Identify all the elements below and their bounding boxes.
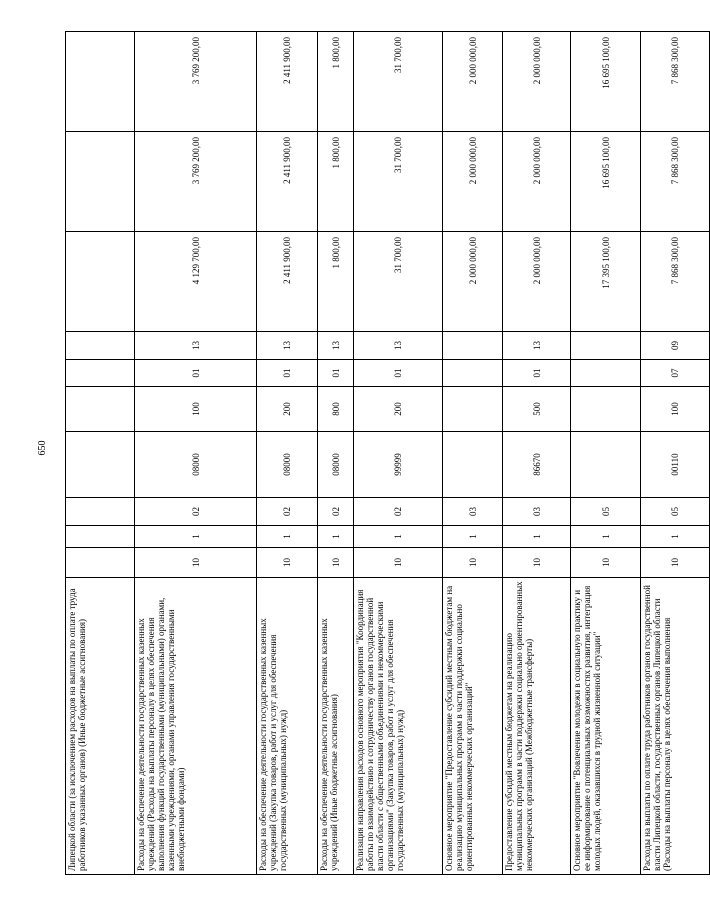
row-amount-1: 7 868 300,00 bbox=[641, 232, 710, 332]
row-subsection: 13 bbox=[257, 332, 318, 360]
row-subprogram-code: 1 bbox=[571, 526, 641, 548]
row-amount-1: 2 000 000,00 bbox=[443, 232, 503, 332]
row-expense-type bbox=[66, 387, 135, 432]
row-amount-2: 2 000 000,00 bbox=[503, 132, 571, 232]
row-amount-3: 2 411 900,00 bbox=[257, 32, 318, 132]
row-event-code bbox=[66, 498, 135, 526]
table-row bbox=[354, 32, 443, 875]
row-amount-2: 1 800,00 bbox=[318, 132, 354, 232]
row-amount-1: 2 411 900,00 bbox=[257, 232, 318, 332]
row-expense-type: 200 bbox=[354, 387, 443, 432]
row-program-code: 10 bbox=[571, 548, 641, 578]
row-section: 01 bbox=[257, 360, 318, 387]
budget-table bbox=[65, 31, 710, 875]
row-name: Основное мероприятие "Вовлечение молодежи в социальную практику и ее информирование о потенциальных возможностях развития, интеграция молодых людей, оказавшихся в трудной жизненной ситуации" bbox=[571, 578, 641, 875]
row-event-code: 02 bbox=[354, 498, 443, 526]
row-amount-3: 31 700,00 bbox=[354, 32, 443, 132]
row-subsection bbox=[66, 332, 135, 360]
row-event-code: 02 bbox=[135, 498, 257, 526]
row-amount-2: 2 411 900,00 bbox=[257, 132, 318, 232]
row-subprogram-code: 1 bbox=[641, 526, 710, 548]
row-section: 07 bbox=[641, 360, 710, 387]
table-row bbox=[443, 32, 503, 875]
budget-table-frame bbox=[65, 32, 680, 875]
row-subsection: 13 bbox=[135, 332, 257, 360]
row-event-code: 02 bbox=[257, 498, 318, 526]
table-row bbox=[318, 32, 354, 875]
row-section: 01 bbox=[503, 360, 571, 387]
row-subsection bbox=[443, 332, 503, 360]
row-amount-1: 1 800,00 bbox=[318, 232, 354, 332]
row-subsection: 13 bbox=[354, 332, 443, 360]
row-program-code: 10 bbox=[135, 548, 257, 578]
row-subprogram-code: 1 bbox=[503, 526, 571, 548]
row-subprogram-code: 1 bbox=[135, 526, 257, 548]
row-subsection: 09 bbox=[641, 332, 710, 360]
row-program-code: 10 bbox=[354, 548, 443, 578]
row-expense-type bbox=[443, 387, 503, 432]
row-name: Расходы на обеспечение деятельности государственных казенных учреждений (Расходы на выплаты персоналу в целях обеспечения выполнения функций государственными (муниципальными) органами, казенными учреждениями, органами управления государственными внебюджетными фондами) bbox=[135, 578, 257, 875]
row-amount-3: 2 000 000,00 bbox=[443, 32, 503, 132]
row-name: Расходы на выплаты по оплате труда работников органов государственной власти Липецкой области, государственных органов Липецкой области (Расходы на выплаты персоналу в целях обеспечения выполнения bbox=[641, 578, 710, 875]
table-row bbox=[641, 32, 710, 875]
page-number: 650 bbox=[37, 440, 48, 456]
row-amount-1: 31 700,00 bbox=[354, 232, 443, 332]
row-direction-code: 00110 bbox=[641, 432, 710, 498]
row-section: 01 bbox=[354, 360, 443, 387]
row-name: Расходы на обеспечение деятельности государственных казенных учреждений (Закупка товаров, работ и услуг для обеспечения государственных (муниципальных) нужд) bbox=[257, 578, 318, 875]
row-amount-1: 2 000 000,00 bbox=[503, 232, 571, 332]
row-program-code: 10 bbox=[503, 548, 571, 578]
table-row bbox=[571, 32, 641, 875]
row-event-code: 05 bbox=[641, 498, 710, 526]
row-subsection: 13 bbox=[318, 332, 354, 360]
row-expense-type: 100 bbox=[641, 387, 710, 432]
row-direction-code: 08000 bbox=[135, 432, 257, 498]
table-row bbox=[503, 32, 571, 875]
row-amount-3 bbox=[66, 32, 135, 132]
row-expense-type: 100 bbox=[135, 387, 257, 432]
row-name: Реализация направления расходов основного мероприятия "Координация работы по взаимодействию и сотрудничеству органов государственной власти области с общественными объединениями и некоммерческими организациями" (Закупка товаров, работ и услуг для обеспечения государственных (муниципальных) нужд) bbox=[354, 578, 443, 875]
row-subprogram-code: 1 bbox=[443, 526, 503, 548]
row-amount-2: 31 700,00 bbox=[354, 132, 443, 232]
row-event-code: 03 bbox=[443, 498, 503, 526]
row-direction-code bbox=[66, 432, 135, 498]
row-section: 01 bbox=[318, 360, 354, 387]
row-direction-code: 08000 bbox=[257, 432, 318, 498]
row-expense-type: 200 bbox=[257, 387, 318, 432]
row-name: Предоставление субсидий местным бюджетам на реализацию муниципальных программ в части поддержки социально ориентированных некоммерческих организаций (Межбюджетные трансферты) bbox=[503, 578, 571, 875]
row-direction-code bbox=[571, 432, 641, 498]
row-subsection: 13 bbox=[503, 332, 571, 360]
row-section bbox=[66, 360, 135, 387]
row-program-code: 10 bbox=[443, 548, 503, 578]
row-amount-2 bbox=[66, 132, 135, 232]
table-row bbox=[135, 32, 257, 875]
row-name: Основное мероприятие "Предоставление субсидий местным бюджетам на реализацию муниципальных программ в части поддержки социально ориентированных некоммерческих организаций" bbox=[443, 578, 503, 875]
row-amount-1: 4 129 700,00 bbox=[135, 232, 257, 332]
row-amount-2: 3 769 200,00 bbox=[135, 132, 257, 232]
row-amount-2: 7 868 300,00 bbox=[641, 132, 710, 232]
row-amount-3: 2 000 000,00 bbox=[503, 32, 571, 132]
row-amount-2: 2 000 000,00 bbox=[443, 132, 503, 232]
row-subsection bbox=[571, 332, 641, 360]
row-name: Расходы на обеспечение деятельности государственных казенных учреждений (Иные бюджетные ассигнования) bbox=[318, 578, 354, 875]
row-section: 01 bbox=[135, 360, 257, 387]
row-expense-type bbox=[571, 387, 641, 432]
row-direction-code bbox=[443, 432, 503, 498]
row-program-code bbox=[66, 548, 135, 578]
row-amount-3: 16 695 100,00 bbox=[571, 32, 641, 132]
row-expense-type: 500 bbox=[503, 387, 571, 432]
row-amount-1: 17 395 100,00 bbox=[571, 232, 641, 332]
row-name: Липецкой области (за исключением расходов на выплаты по оплате труда работников указанных органов) (Иные бюджетные ассигнования) bbox=[66, 578, 135, 875]
table-row bbox=[257, 32, 318, 875]
row-expense-type: 800 bbox=[318, 387, 354, 432]
row-amount-3: 1 800,00 bbox=[318, 32, 354, 132]
row-program-code: 10 bbox=[641, 548, 710, 578]
row-amount-3: 7 868 300,00 bbox=[641, 32, 710, 132]
row-section bbox=[443, 360, 503, 387]
row-amount-3: 3 769 200,00 bbox=[135, 32, 257, 132]
row-subprogram-code bbox=[66, 526, 135, 548]
row-subprogram-code: 1 bbox=[354, 526, 443, 548]
row-event-code: 05 bbox=[571, 498, 641, 526]
row-direction-code: 86670 bbox=[503, 432, 571, 498]
row-event-code: 02 bbox=[318, 498, 354, 526]
row-program-code: 10 bbox=[257, 548, 318, 578]
row-event-code: 03 bbox=[503, 498, 571, 526]
row-amount-2: 16 695 100,00 bbox=[571, 132, 641, 232]
row-section bbox=[571, 360, 641, 387]
table-row bbox=[66, 32, 135, 875]
row-direction-code: 99999 bbox=[354, 432, 443, 498]
row-program-code: 10 bbox=[318, 548, 354, 578]
rotated-table-container bbox=[65, 32, 680, 875]
row-subprogram-code: 1 bbox=[257, 526, 318, 548]
row-subprogram-code: 1 bbox=[318, 526, 354, 548]
row-amount-1 bbox=[66, 232, 135, 332]
budget-table-body bbox=[66, 32, 710, 875]
row-direction-code: 08000 bbox=[318, 432, 354, 498]
